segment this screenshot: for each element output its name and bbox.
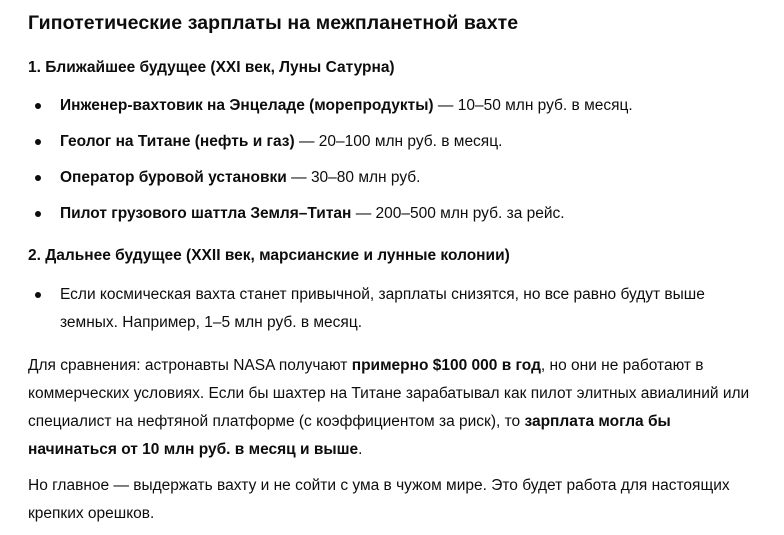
comparison-text-3: . <box>358 441 363 458</box>
job-title: Пилот грузового шаттла Земля–Титан <box>60 205 352 222</box>
job-title: Геолог на Титане (нефть и газ) <box>60 133 295 150</box>
comparison-paragraph <box>28 352 763 464</box>
list-item <box>28 281 748 337</box>
salary-text: — 30–80 млн руб. <box>286 169 421 186</box>
far-future-list <box>28 281 748 337</box>
near-future-list <box>28 92 748 236</box>
list-item-text: Если космическая вахта станет привычной, зарплаты снизятся, но все равно будут выше земных. Например, 1–5 млн руб. в месяц. <box>60 286 705 331</box>
nasa-salary-highlight: примерно $100 000 в год <box>351 357 541 374</box>
salary-text: — 200–500 млн руб. за рейс. <box>351 205 565 222</box>
comparison-text-1: Для сравнения: астронавты NASA получают <box>28 357 352 374</box>
comparison-text-2: , но они не работают в коммерческих условиях. Если бы шахтер на Титане зарабатывал как пилот элитных авиалиний или специалист на нефтяной платформе (с коэффициентом за риск), то <box>28 357 750 430</box>
bullet-icon <box>35 292 41 298</box>
list-item <box>28 92 748 120</box>
list-item <box>28 164 748 192</box>
section-heading-near-future: 1. Ближайшее будущее (XXI век, Луны Сатурна) <box>28 59 395 76</box>
salary-estimate-highlight: зарплата могла бы начинаться от 10 млн руб. в месяц и выше <box>28 413 671 458</box>
bullet-icon <box>35 211 41 217</box>
list-item <box>28 200 748 228</box>
salary-text: — 10–50 млн руб. в месяц. <box>433 97 633 114</box>
list-item <box>28 128 748 156</box>
salary-text: — 20–100 млн руб. в месяц. <box>294 133 503 150</box>
page-title: Гипотетические зарплаты на межпланетной вахте <box>28 12 519 34</box>
bullet-icon <box>35 139 41 145</box>
job-title: Инженер-вахтовик на Энцеладе (морепродукты) <box>60 97 434 114</box>
bullet-icon <box>35 103 41 109</box>
job-title: Оператор буровой установки <box>60 169 287 186</box>
closing-paragraph: Но главное — выдержать вахту и не сойти с ума в чужом мире. Это будет работа для настоящих крепких орешков. <box>28 477 730 522</box>
bullet-icon <box>35 175 41 181</box>
section-heading-far-future: 2. Дальнее будущее (XXII век, марсианские и лунные колонии) <box>28 247 510 264</box>
